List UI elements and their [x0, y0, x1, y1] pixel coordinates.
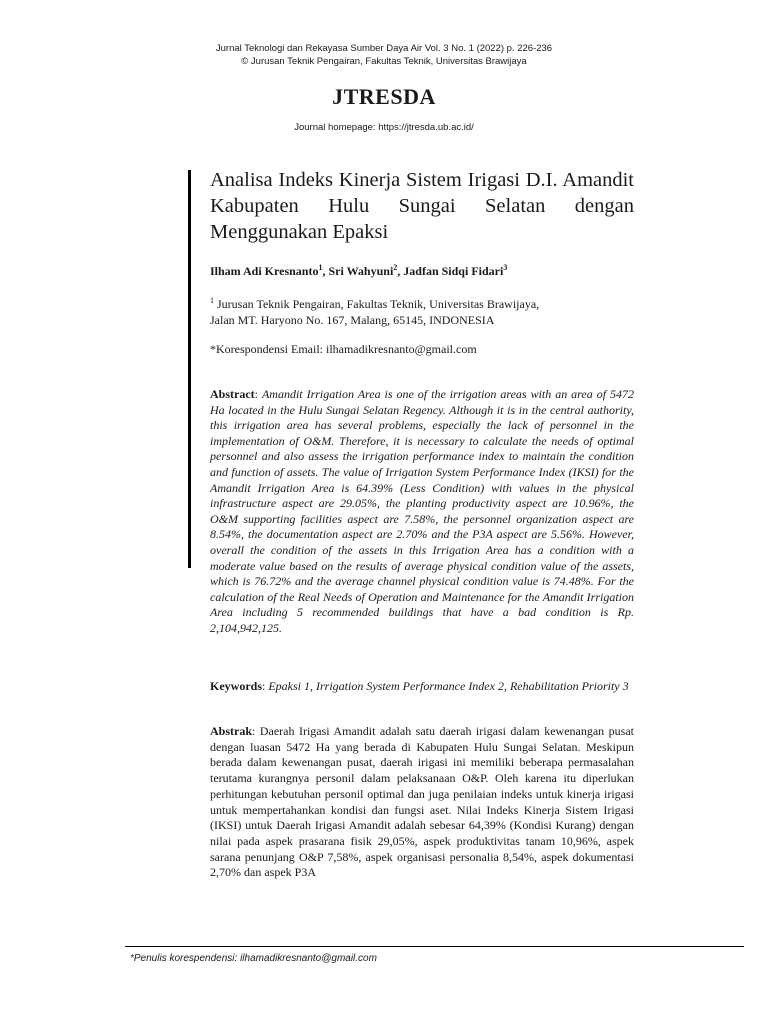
abstrak-sep: : — [252, 724, 260, 738]
keywords — [210, 679, 634, 695]
abstract-label: Abstract — [210, 387, 255, 401]
abstract-en — [210, 387, 634, 637]
author-name: Jadfan Sidqi Fidari — [403, 264, 504, 278]
article-title: Analisa Indeks Kinerja Sistem Irigasi D.I. Amandit Kabupaten Hulu Sungai Selatan dengan Menggunakan Epaksi — [210, 169, 634, 243]
keywords-label: Keywords — [210, 679, 262, 693]
author-list — [210, 263, 634, 279]
author-sup: 1 — [318, 263, 323, 272]
affiliation-line1: Jurusan Teknik Pengairan, Fakultas Teknik, Universitas Brawijaya, — [214, 297, 540, 311]
affiliation-line2: Jalan MT. Haryono No. 167, Malang, 65145, INDONESIA — [210, 313, 495, 327]
title-rule — [188, 170, 191, 568]
abstrak-text: Daerah Irigasi Amandit adalah satu daerah irigasi dalam kewenangan pusat dengan luasan 5472 Ha yang berada di Kabupaten Hulu Sungai Selatan. Meskipun berada dalam kewenangan pusat, daerah irigasi ini memiliki beberapa permasalahan terutama kurangnya personil dalam pelaksanaan O&P. Oleh karena itu diperlukan perhitungan kebutuhan personil optimal dan juga penilaian indeks untuk kinerja irigasi untuk mempertahankan kondisi dan fungsi aset. Nilai Indeks Kinerja Sistem Irigasi (IKSI) untuk Daerah Irigasi Amandit adalah sebesar 64,39% (Kondisi Kurang) dengan nilai pada aspek prasarana fisik 29,05%, aspek produktivitas tanam 10,96%, aspek sarana penunjang O&P 7,58%, aspek organisasi personalia 8,54%, aspek dokumentasi 2,70% dan aspek P3A — [210, 724, 634, 880]
abstract-id — [210, 724, 634, 881]
author-name: Ilham Adi Kresnanto — [210, 264, 319, 278]
keywords-text: Epaksi 1, Irrigation System Performance Index 2, Rehabilitation Priority 3 — [268, 679, 629, 693]
journal-citation: Jurnal Teknologi dan Rekayasa Sumber Daya Air Vol. 3 No. 1 (2022) p. 226-236 — [215, 43, 553, 54]
abstrak-label: Abstrak — [210, 724, 253, 738]
keywords-sep: : — [262, 679, 269, 693]
affiliation-sup: 1 — [210, 296, 214, 305]
author-sep: , — [397, 264, 404, 278]
footnote: *Penulis korespendensi: ilhamadikresnanto@gmail.com — [130, 953, 377, 964]
journal-copyright: © Jurusan Teknik Pengairan, Fakultas Teknik, Universitas Brawijaya — [241, 56, 527, 67]
correspondence-email: *Korespondensi Email: ilhamadikresnanto@gmail.com — [210, 342, 477, 356]
journal-brand: JTRESDA — [332, 84, 436, 109]
affiliation — [210, 293, 634, 328]
abstract-text: Amandit Irrigation Area is one of the irrigation areas with an area of 5472 Ha located in the Hulu Sungai Selatan Regency. Although it is in the central authority, this irrigation area has several problems, especially the lack of personnel in the implementation of O&M. Therefore, it is necessary to calculate the needs of optimal personnel and also assess the irrigation performance index to maintain the condition and function of assets. The value of Irrigation System Performance Index (IKSI) for the Amandit Irrigation Area is 64.39% (Less Condition) with values in the physical infrastructure aspect are 29.05%, the planting productivity aspect are 10.96%, the O&M supporting facilities aspect are 7.58%, the personnel organization aspect are 8.54%, the documentation aspect are 2.70% and the P3A aspect are 5.56%. However, overall the condition of the assets in this Irrigation Area has a condition with a moderate value based on the results of average physical condition value of the assets, which is 76.72% and the average channel physical condition value is 74.48%. For the calculation of the Real Needs of Operation and Maintenance for the Amandit Irrigation Area including 5 recommended buildings that have a bad condition is Rp. 2,104,942,125. — [210, 387, 634, 635]
author-sup: 2 — [393, 263, 398, 272]
footnote-rule — [125, 946, 744, 947]
abstract-sep: : — [254, 387, 262, 401]
author-sup: 3 — [503, 263, 508, 272]
author-name: Sri Wahyuni — [328, 264, 394, 278]
journal-homepage[interactable]: Journal homepage: https://jtresda.ub.ac.id/ — [294, 122, 474, 133]
author-sep: , — [322, 264, 329, 278]
